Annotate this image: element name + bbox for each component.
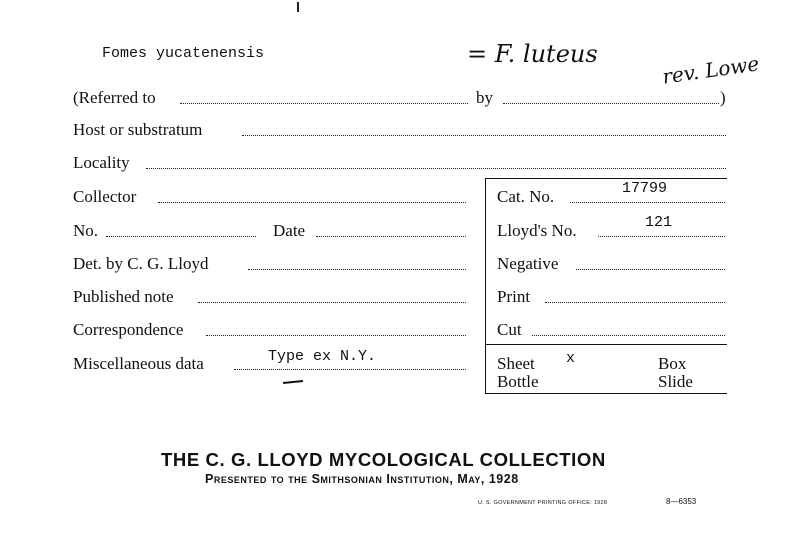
box-label: Box	[658, 354, 687, 373]
box-bottom-border	[485, 393, 727, 394]
referred-to-label: (Referred to	[73, 88, 156, 107]
published-note-line	[198, 302, 466, 303]
print-label: Print	[497, 287, 531, 306]
no-label: No.	[73, 221, 99, 240]
cat-no-value: 17799	[622, 180, 668, 197]
handwritten-reviser: rev. Lowe	[660, 51, 761, 89]
negative-label: Negative	[497, 254, 559, 273]
by-label: by	[476, 88, 493, 107]
misc-value: Type ex N.Y.	[268, 348, 377, 365]
det-by-label: Det. by C. G. Lloyd	[73, 254, 209, 273]
cat-no-line	[570, 202, 725, 203]
no-line	[106, 236, 256, 237]
cat-no-label: Cat. No.	[497, 187, 555, 206]
close-paren: )	[720, 88, 726, 107]
lloyds-no-line	[598, 236, 725, 237]
top-tick-mark	[297, 2, 299, 12]
cut-label: Cut	[497, 320, 522, 339]
negative-line	[576, 269, 725, 270]
box-top-border	[485, 178, 727, 179]
box-left-border	[485, 178, 486, 394]
misc-label: Miscellaneous data	[73, 354, 204, 373]
date-line	[316, 236, 466, 237]
det-by-line	[248, 269, 466, 270]
print-line	[545, 302, 725, 303]
box-divider	[485, 344, 727, 345]
slide-label: Slide	[658, 372, 693, 391]
species-name: Fomes yucatenensis	[102, 45, 265, 62]
locality-label: Locality	[73, 153, 130, 172]
collector-line	[158, 202, 466, 203]
lloyds-no-label: Lloyd's No.	[497, 221, 577, 240]
lloyds-no-value: 121	[645, 214, 673, 231]
cut-line	[532, 335, 725, 336]
host-label: Host or substratum	[73, 120, 203, 139]
collection-subtitle: Presented to the Smithsonian Institution, May, 1928	[205, 472, 519, 486]
handwritten-synonym: = F. luteus	[467, 40, 598, 68]
collection-title: THE C. G. LLOYD MYCOLOGICAL COLLECTION	[161, 449, 606, 470]
correspondence-label: Correspondence	[73, 320, 184, 339]
bottle-label: Bottle	[497, 372, 539, 391]
collector-label: Collector	[73, 187, 137, 206]
misc-line	[234, 369, 466, 370]
referred-to-line	[180, 103, 468, 104]
form-number: 8—6353	[666, 497, 697, 506]
by-line	[503, 103, 719, 104]
correspondence-line	[206, 335, 466, 336]
sheet-mark: x	[566, 350, 576, 367]
printing-office-note: U. S. GOVERNMENT PRINTING OFFICE: 1928	[478, 500, 608, 506]
sheet-label: Sheet	[497, 354, 535, 373]
pen-stroke	[283, 380, 303, 384]
host-line	[242, 135, 726, 136]
locality-line	[146, 168, 726, 169]
published-note-label: Published note	[73, 287, 174, 306]
date-label: Date	[273, 221, 306, 240]
